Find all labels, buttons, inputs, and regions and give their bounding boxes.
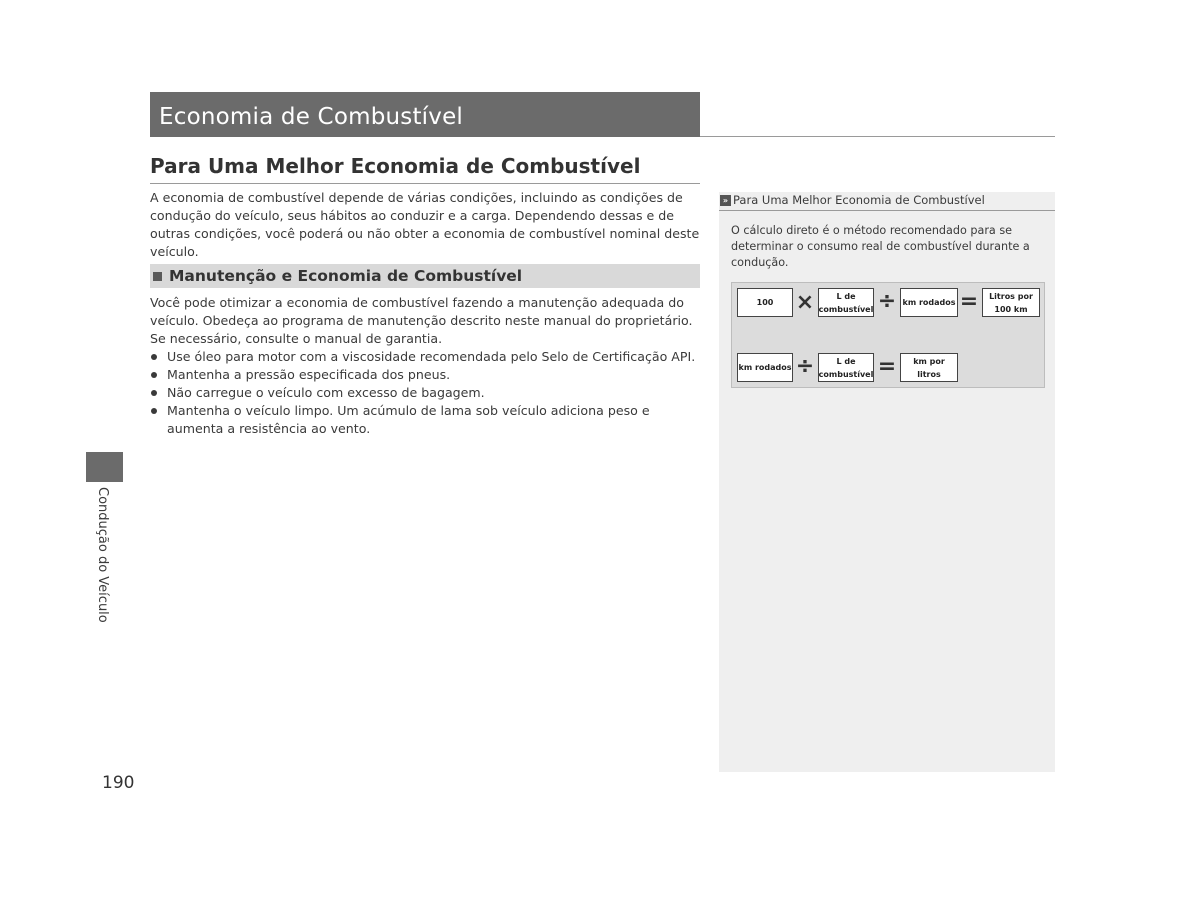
- bullet-icon: [151, 390, 157, 396]
- subsection-title: Manutenção e Economia de Combustível: [169, 267, 523, 285]
- formula-box: [731, 282, 1045, 388]
- chapter-banner: [150, 92, 700, 137]
- equals-icon: =: [877, 354, 897, 379]
- formula2-term-b: L de combustível: [818, 353, 874, 382]
- square-bullet-icon: [153, 272, 162, 281]
- section-rule: [150, 183, 700, 184]
- subsection-content: [150, 294, 706, 438]
- formula1-result: Litros por 100 km: [982, 288, 1040, 317]
- page-number: 190: [102, 773, 135, 793]
- formula1-term-b: L de combustível: [818, 288, 874, 317]
- tips-list: [150, 348, 706, 438]
- sidebar-panel: [719, 192, 1055, 772]
- subsection-body: Você pode otimizar a economia de combustível fazendo a manutenção adequada do veículo. Obedeça ao programa de manutenção descrito neste manual do proprietário. Se necessário, consulte o manual de garantia.: [150, 295, 693, 346]
- list-item: Mantenha o veículo limpo. Um acúmulo de lama sob veículo adiciona peso e aumenta a resistência ao vento.: [150, 402, 706, 438]
- divide-icon: ÷: [795, 354, 815, 379]
- chapter-side-label: Condução do Veículo: [95, 487, 110, 623]
- list-item: Use óleo para motor com a viscosidade recomendada pelo Selo de Certificação API.: [150, 348, 706, 366]
- section-intro: A economia de combustível depende de várias condições, incluindo as condições de condução do veículo, seus hábitos ao conduzir e a carga. Dependendo dessas e de outras condições, você poderá ou não obter a economia de combustível nominal deste veículo.: [150, 190, 700, 259]
- chapter-side-tab: [86, 452, 123, 482]
- bullet-icon: [151, 408, 157, 414]
- bullet-icon: [151, 372, 157, 378]
- reference-arrow-icon: »: [720, 195, 731, 206]
- list-item: Mantenha a pressão especificada dos pneus.: [150, 366, 706, 384]
- divide-icon: ÷: [877, 289, 897, 314]
- formula2-result: km por litros: [900, 353, 958, 382]
- chapter-rule: [700, 136, 1055, 137]
- sidebar-text: O cálculo direto é o método recomendado para se determinar o consumo real de combustível durante a condução.: [731, 224, 1030, 269]
- sidebar-header: [719, 192, 1055, 211]
- formula1-term-c: km rodados: [900, 288, 958, 317]
- bullet-icon: [151, 354, 157, 360]
- formula2-term-a: km rodados: [737, 353, 793, 382]
- multiply-icon: ×: [795, 290, 815, 315]
- section-title: Para Uma Melhor Economia de Combustível: [150, 154, 641, 178]
- sidebar-ref-title: Para Uma Melhor Economia de Combustível: [733, 193, 985, 207]
- chapter-title: Economia de Combustível: [159, 104, 464, 130]
- subsection-header: [150, 264, 700, 288]
- list-item: Não carregue o veículo com excesso de bagagem.: [150, 384, 706, 402]
- equals-icon: =: [959, 289, 979, 314]
- formula1-term-a: 100: [737, 288, 793, 317]
